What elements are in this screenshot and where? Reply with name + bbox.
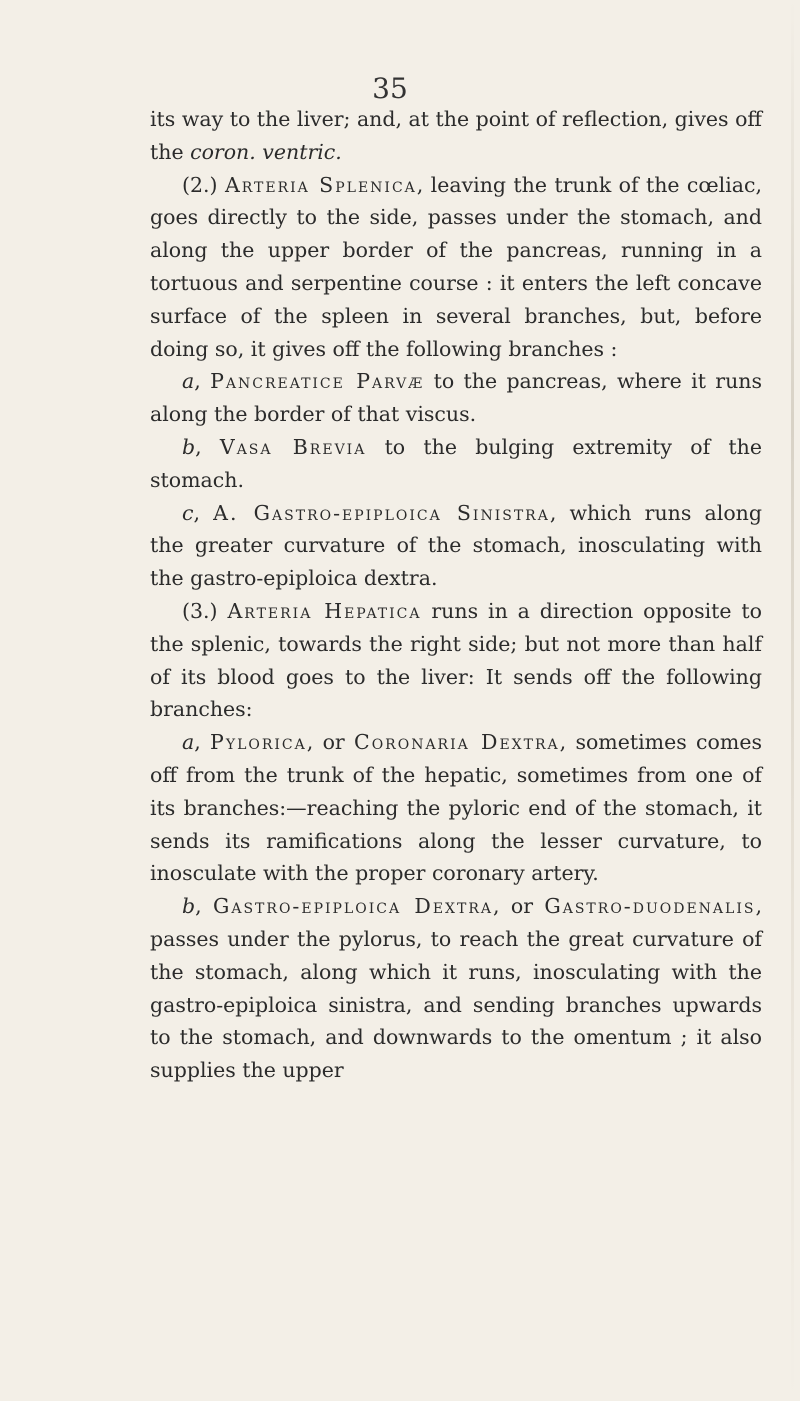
paragraph-p1 — [150, 103, 762, 169]
paragraph-p3 — [150, 365, 762, 431]
paragraph-p4 — [150, 431, 762, 497]
text-segment: , or — [306, 730, 355, 755]
text-segment: to the pancreas, where it runs along the border of that viscus. — [150, 369, 762, 427]
paragraph-p5 — [150, 497, 762, 595]
text-segment: Gastro-epiploica Dextra — [212, 894, 494, 919]
text-segment: , — [194, 730, 211, 755]
text-segment: , or — [493, 894, 545, 919]
text-segment: Vasa Brevia — [219, 434, 367, 459]
text-segment: to the bulging extremity of the stomach. — [150, 434, 762, 492]
text-segment: a — [182, 730, 195, 755]
text-segment: , — [194, 369, 211, 394]
text-segment: Pancreatice Parvæ — [210, 369, 425, 394]
paragraph-p8 — [150, 890, 762, 1087]
text-segment: , — [195, 894, 213, 919]
text-segment: Coronaria Dextra — [354, 730, 560, 755]
body-text — [150, 103, 762, 1087]
paragraph-p2 — [150, 169, 762, 366]
text-segment: b — [182, 894, 196, 919]
text-segment: Arteria Splenica — [224, 172, 417, 197]
text-segment: runs in a direction opposite to the splenic, towards the right side; but not more than half of its blood goes to the liver: It sends off the following branches: — [150, 598, 762, 722]
text-segment: , passes under the pylorus, to reach the great curvature of the stomach, along which it runs, inosculating with the gastro-epiploica sinistra, and sending branches upwards to the stomach, and downwards to the omentum ; it also supplies the upper — [150, 894, 762, 1083]
paragraph-p6 — [150, 595, 762, 726]
text-segment: its way to the liver; and, at the point of reflection, gives off the — [150, 107, 762, 164]
page-number: 35 — [372, 72, 408, 105]
text-segment: , leaving the trunk of the cœliac, goes directly to the side, passes under the stomach, and along the upper border of the pancreas, running in a tortuous and serpentine course : it enters the left concave surface of the spleen in several branches, but, before doing so, it gives off the following branches : — [150, 172, 762, 361]
paragraph-p7 — [150, 726, 762, 890]
text-segment: Arteria Hepatica — [227, 598, 422, 623]
text-segment: , which runs along the greater curvature of the stomach, inosculating with the gastro-epiploica dextra. — [150, 500, 762, 591]
page-edge-shadow — [791, 0, 794, 1401]
text-segment: Gastro-duodenalis — [544, 894, 756, 919]
text-segment: , — [193, 500, 214, 525]
text-segment: coron. ventric. — [190, 139, 342, 164]
text-segment: c — [182, 500, 194, 525]
text-segment: (2.) — [182, 172, 225, 197]
text-segment: b — [182, 434, 196, 459]
text-segment: Pylorica — [210, 730, 307, 755]
text-segment: , — [195, 434, 220, 459]
text-segment: A. Gastro-epiploica Sinistra — [213, 500, 550, 525]
text-segment: , sometimes comes off from the trunk of the hepatic, sometimes from one of its branches:—reaching the pyloric end of the stomach, it sends its ramifications along the lesser curvature, to inosculate with the proper coronary artery. — [150, 730, 762, 886]
text-segment: a — [182, 369, 195, 394]
text-segment: (3.) — [182, 598, 228, 623]
